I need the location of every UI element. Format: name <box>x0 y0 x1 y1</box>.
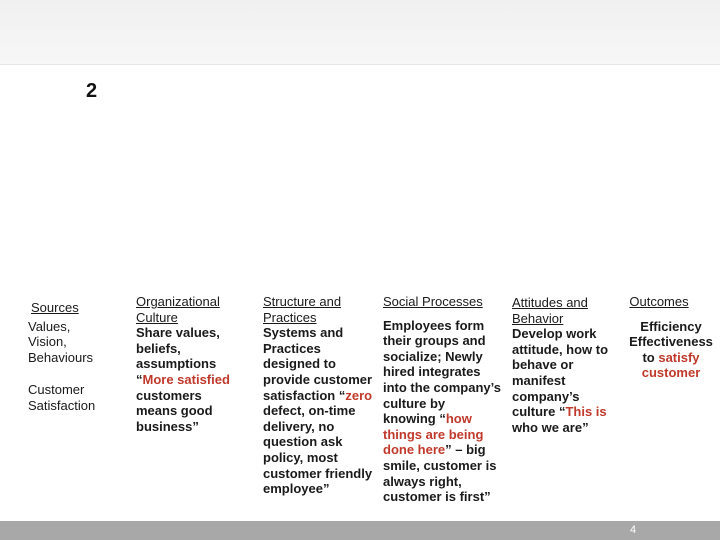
outcomes-heading: Outcomes <box>629 294 689 309</box>
column-culture <box>136 294 236 434</box>
column-structure <box>263 294 377 497</box>
column-outcomes <box>622 294 720 381</box>
sources-heading: Sources <box>31 300 79 315</box>
column-attitudes <box>512 295 616 435</box>
attitudes-text-after: who we are” <box>512 419 589 435</box>
attitudes-text <box>512 326 616 435</box>
attitudes-highlight: This is <box>565 404 607 420</box>
structure-text-before: Systems and Practices designed to provide customer satisfaction “ <box>263 325 373 403</box>
slide-number: 2 <box>86 80 98 102</box>
social-text-after: ” – big smile, customer is always right, customer is first” <box>383 442 497 505</box>
culture-quote-open: “ <box>136 371 143 387</box>
header-band <box>0 0 720 65</box>
outcomes-line: customer <box>641 365 701 381</box>
culture-text <box>136 325 236 434</box>
structure-text <box>263 325 377 497</box>
structure-highlight: zero <box>345 387 373 403</box>
outcomes-line <box>622 350 720 366</box>
structure-heading: Structure and Practices <box>263 294 342 325</box>
page-number: 4 <box>630 524 637 536</box>
culture-description: Share values, beliefs, assumptions <box>136 325 220 372</box>
outcomes-line: Efficiency <box>640 318 702 334</box>
column-social <box>383 294 501 505</box>
outcomes-prefix: to <box>642 349 659 365</box>
sources-item: Values, Vision, Behaviours <box>28 318 94 365</box>
outcomes-line: Effectiveness <box>629 334 713 350</box>
culture-heading: Organizational Culture <box>136 294 220 325</box>
sources-item: Customer Satisfaction <box>28 382 96 413</box>
attitudes-text-before: Develop work attitude, how to behave or manifest company’s culture “ <box>512 326 609 420</box>
culture-highlight: More satisfied <box>142 371 230 387</box>
footer-bar <box>0 521 720 540</box>
social-text-before: Employees form their groups and socialize; Newly hired integrates into the company’s culture by knowing “ <box>383 317 501 427</box>
social-text <box>383 318 501 505</box>
attitudes-heading: Attitudes and Behavior <box>512 295 588 326</box>
culture-quote-rest: customers means good business” <box>136 387 213 434</box>
outcomes-highlight: satisfy <box>658 349 700 365</box>
structure-text-after: defect, on-time delivery, no question ask policy, most customer friendly employee” <box>263 403 373 497</box>
social-highlight: how things are being done here <box>383 411 484 458</box>
column-sources <box>28 300 110 414</box>
social-heading: Social Processes <box>383 294 483 309</box>
